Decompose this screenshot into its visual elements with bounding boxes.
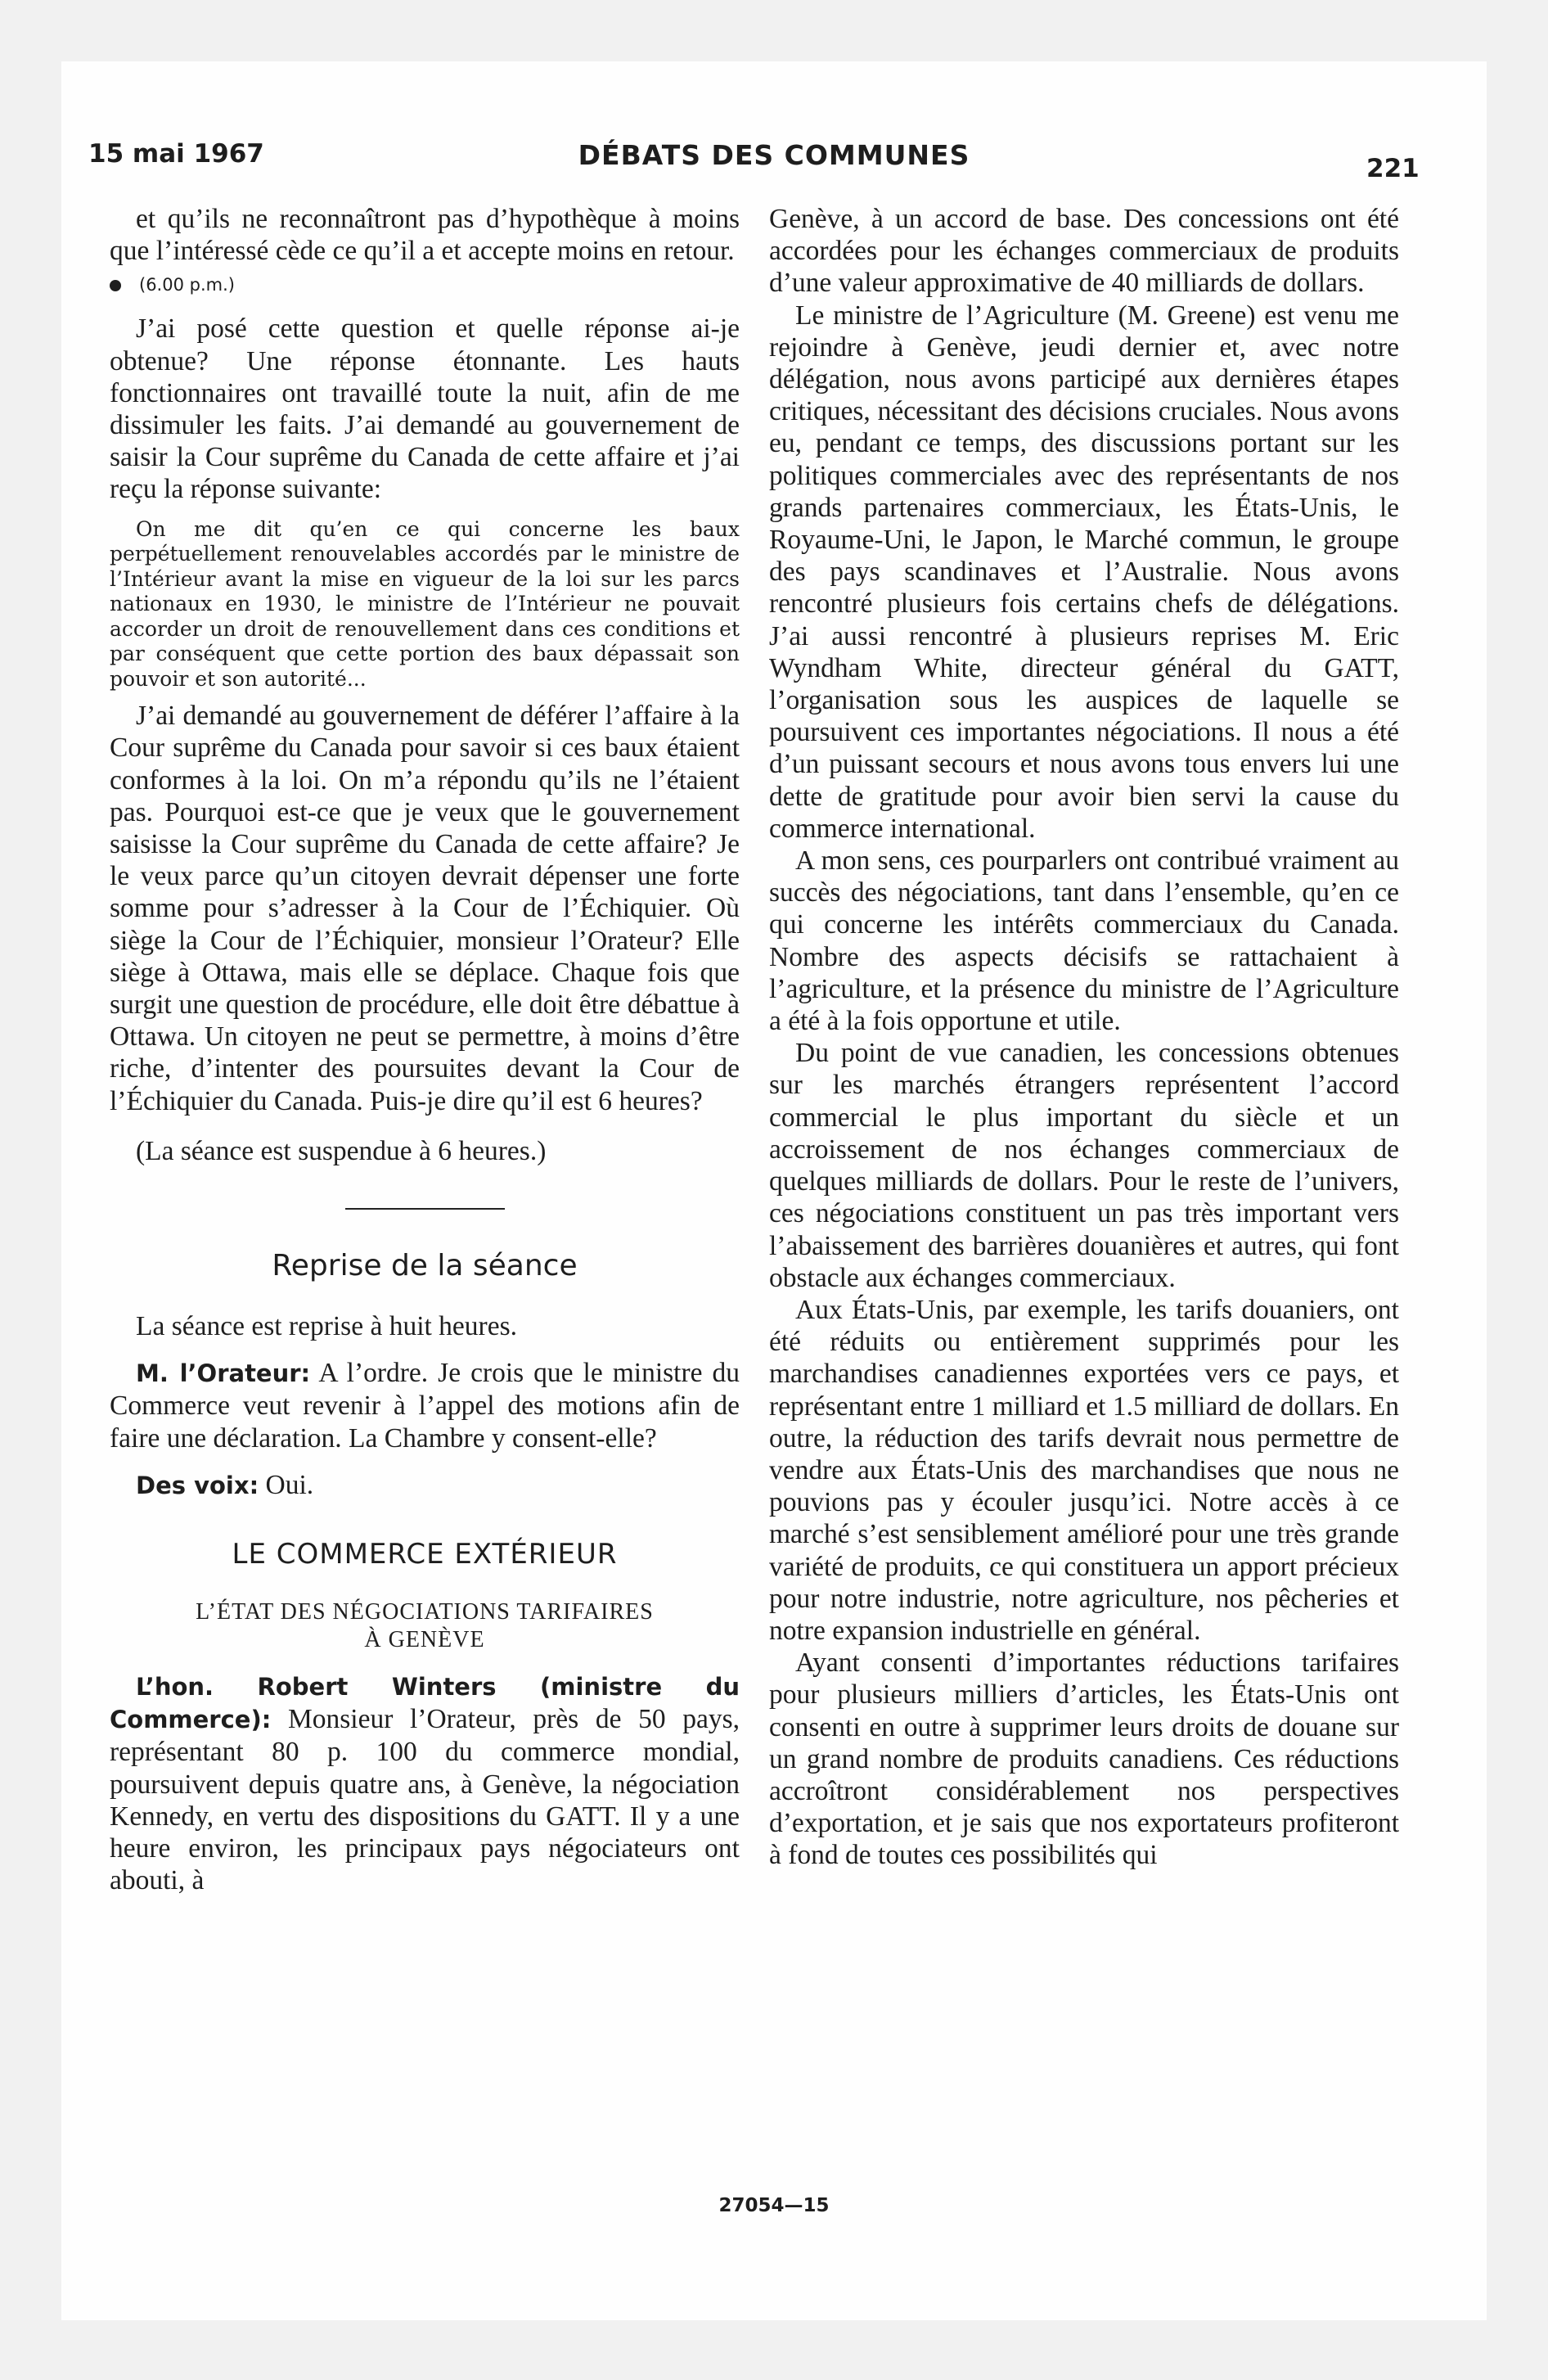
speaker-name: Des voix: [136,1471,259,1499]
sub-heading-line: L’ÉTAT DES NÉGOCIATIONS TARIFAIRES [196,1598,654,1625]
speaker-paragraph [110,1670,740,1896]
bullet-icon [110,280,121,291]
suspension-note: (La séance est suspendue à 6 heures.) [136,1135,547,1166]
paragraph: J’ai posé cette question et quelle réponse ai-je obtenue? Une réponse étonnante. Les hauts fonctionnaires ont travaillé toute la nuit, afin de me dissimuler les faits. J’ai demandé au gouvernement de saisir la Cour suprême du Canada de cette affaire et j’ai reçu la réponse suivante: [110,313,740,505]
paragraph: J’ai demandé au gouvernement de déférer l’affaire à la Cour suprême du Canada pour savoir si ces baux étaient conformes à la loi. On m’a répondu qu’ils ne l’étaient pas. Pourquoi est-ce que je veux que le gouvernement saisisse la Cour suprême du Canada de cette affaire? Je le veux parce qu’un citoyen devrait dépenser une forte somme pour s’adresser à la Cour de l’Échiquier. Où siège la Cour de l’Échiquier, monsieur l’Orateur? Elle siège à Ottawa, mais elle se déplace. Chaque fois que surgit une question de procédure, elle doit être débattue à Ottawa. Un citoyen ne peut se permettre, à moins d’être riche, d’intenter des poursuites devant la Cour de l’Échiquier du Canada. Puis-je dire qu’il est 6 heures? [110,701,740,1116]
speaker-text: Oui. [265,1469,314,1500]
page-number: 221 [1366,154,1420,183]
header-title: DÉBATS DES COMMUNES [578,139,970,171]
resume-heading: Reprise de la séance [272,1248,578,1282]
sub-heading-line: À GENÈVE [364,1626,485,1652]
paragraph: Le ministre de l’Agriculture (M. Greene) est venu me rejoindre à Genève, jeudi dernier et, avec notre délégation, nous avons participé aux dernières étapes critiques, nécessitant des décisions cruciales. Nous avons eu, pendant ce temps, des discussions portant sur les politiques commerciales avec des représentants de nos grands partenaires commerciaux, les États-Unis, le Royaume-Uni, le Japon, le Marché commun, le groupe des pays scandinaves et l’Australie. Nous avons rencontré plusieurs fois certains chefs de délégations. J’ai aussi rencontré à plusieurs reprises M. Eric Wyndham White, directeur général du GATT, l’organisation sous les auspices de laquelle se poursuivent ces importantes négociations. Il nous a été d’un puissant secours et nous avons tous envers lui une dette de gratitude pour avoir bien servi la cause du commerce international. [769,300,1399,844]
speaker-paragraph [110,1357,740,1454]
paragraph: Ayant consenti d’importantes réductions tarifaires pour plusieurs milliers d’articles, les États-Unis ont consenti en outre à supprimer leurs droits de douane sur un grand nombre de produits canadiens. Ces réductions accroîtront considérablement nos perspectives d’exportation, et je sais que nos exportateurs profiteront à fond de toutes ces possibilités qui [769,1648,1399,1871]
time-marker [110,275,740,295]
speaker-text: A l’ordre. Je crois que le ministre du Commerce veut revenir à l’appel des motions afin de faire une déclaration. La Chambre y consent-elle? [110,1358,740,1454]
page-header [0,139,1548,188]
major-heading: LE COMMERCE EXTÉRIEUR [232,1537,618,1571]
left-column [110,203,740,1896]
speaker-text: Monsieur l’Orateur, près de 50 pays, représentant 80 p. 100 du commerce mondial, poursuivent depuis quatre ans, à Genève, la négociation Kennedy, en vertu des dispositions du GATT. Il y a une heure environ, les principaux pays négociateurs ont abouti, à [110,1704,740,1896]
paragraph: Genève, à un accord de base. Des concessions ont été accordées pour les échanges commerciaux de produits d’une valeur approximative de 40 milliards de dollars. [769,204,1399,299]
footer-code: 27054—15 [718,2195,830,2216]
paragraph: Aux États-Unis, par exemple, les tarifs douaniers, ont été réduits ou entièrement supprimés pour les marchandises canadiennes exportées vers ce pays, et représentant entre 1 milliard et 1.5 milliard de dollars. En outre, la réduction des tarifs devrait nous permettre de vendre aux États-Unis des marchandises que nous ne pouvions pas y écouler jusqu’ici. Notre accès à ce marché s’est sensiblement amélioré pour une très grande variété de produits, ce qui constituera un apport précieux pour notre industrie, notre agriculture, nos pêcheries et notre expansion industrielle en général. [769,1294,1399,1646]
time-text: (6.00 p.m.) [139,275,235,295]
right-column [769,203,1399,1872]
sub-heading [110,1598,740,1654]
paragraph: A mon sens, ces pourparlers ont contribué vraiment au succès des négociations, tant dans l’ensemble, qu’en ce qui concerne les intérêts commerciaux du Canada. Nombre des aspects décisifs se rattachaient à l’agriculture, et la présence du ministre de l’Agriculture a été à la fois opportune et utile. [769,845,1399,1037]
speaker-name: L’hon. Robert Winters (ministre du Commerce): [110,1672,740,1734]
block-quote: On me dit qu’en ce qui concerne les baux perpétuellement renouvelables accordés par le ministre de l’Intérieur avant la mise en vigueur de la loi sur les parcs nationaux en 1930, le ministre de l’Intérieur ne pouvait accorder un droit de renouvellement dans ces conditions et par conséquent que cette portion des baux dépassait son pouvoir et son autorité... [110,516,740,691]
paragraph: Du point de vue canadien, les concessions obtenues sur les marchés étrangers représentent l’accord commercial le plus important du siècle et un accroissement de nos échanges commerciaux de quelques milliards de dollars. Pour le reste de l’univers, ces négociations constituent un pas très important vers l’abaissement des barrières douanières et autres, qui font obstacle aux échanges commerciaux. [769,1038,1399,1293]
speaker-paragraph [110,1469,740,1502]
paragraph: La séance est reprise à huit heures. [136,1310,517,1341]
speaker-name: M. l’Orateur: [136,1359,311,1388]
header-date: 15 mai 1967 [88,139,264,169]
section-divider [345,1208,505,1210]
paragraph: et qu’ils ne reconnaîtront pas d’hypothèque à moins que l’intéressé cède ce qu’il a et accepte moins en retour. [110,204,740,267]
